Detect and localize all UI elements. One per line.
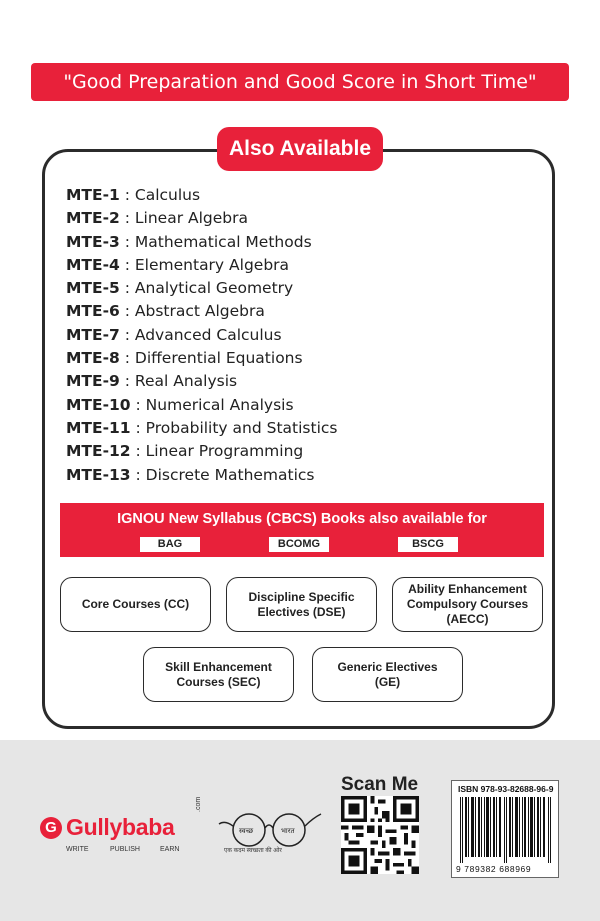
list-item: MTE-4 : Elementary Algebra [66, 255, 290, 274]
logo-tagline-publish: PUBLISH [110, 846, 140, 853]
qr-code-icon [341, 796, 419, 874]
list-item: MTE-8 : Differential Equations [66, 349, 303, 368]
list-item: MTE-12 : Linear Programming [66, 442, 304, 461]
program-bag-badge: BAG [140, 537, 200, 552]
isbn-text: ISBN 978-93-82688-96-9 [458, 784, 554, 794]
also-available-title: Also Available [217, 127, 383, 171]
swachh-right-text: भारत [281, 828, 295, 835]
course-type-sec: Skill Enhancement Courses (SEC) [143, 647, 294, 702]
cbcs-banner [60, 503, 544, 557]
list-item: MTE-1 : Calculus [66, 186, 201, 204]
course-type-aecc: Ability Enhancement Compulsory Courses (AECC) [392, 577, 543, 632]
list-item: MTE-5 : Analytical Geometry [66, 279, 294, 298]
course-list [66, 184, 337, 487]
gullybaba-logo: Gullybaba [66, 814, 175, 840]
logo-tagline-earn: EARN [160, 846, 180, 853]
course-type-ge: Generic Electives (GE) [312, 647, 463, 702]
list-item: MTE-3 : Mathematical Methods [66, 232, 312, 251]
gullybaba-logo-icon: G [40, 817, 62, 839]
barcode-digits: 9 789382 688969 [456, 864, 532, 874]
isbn-barcode [451, 780, 559, 878]
list-item: MTE-7 : Advanced Calculus [66, 325, 282, 344]
program-bscg-badge: BSCG [398, 537, 458, 552]
list-item: MTE-2 : Linear Algebra [66, 209, 248, 228]
logo-tagline-write: WRITE [66, 846, 89, 853]
barcode-icon [458, 797, 554, 863]
list-item: MTE-13 : Discrete Mathematics [66, 465, 315, 484]
tagline-banner: "Good Preparation and Good Score in Short Time" [31, 63, 569, 101]
swachh-left-text: स्वच्छ [239, 828, 254, 835]
list-item: MTE-6 : Abstract Algebra [66, 302, 265, 321]
swachh-caption: एक कदम स्वच्छता की ओर [224, 848, 282, 854]
logo-suffix: .com [195, 796, 202, 812]
list-item: MTE-11 : Probability and Statistics [66, 418, 338, 437]
list-item: MTE-9 : Real Analysis [66, 372, 238, 391]
program-bcomg-badge: BCOMG [269, 537, 329, 552]
list-item: MTE-10 : Numerical Analysis [66, 395, 294, 414]
scan-me-label: Scan Me [341, 774, 419, 795]
course-type-cc: Core Courses (CC) [60, 577, 211, 632]
course-type-dse: Discipline Specific Electives (DSE) [226, 577, 377, 632]
cbcs-title: IGNOU New Syllabus (CBCS) Books also available for [117, 511, 487, 527]
